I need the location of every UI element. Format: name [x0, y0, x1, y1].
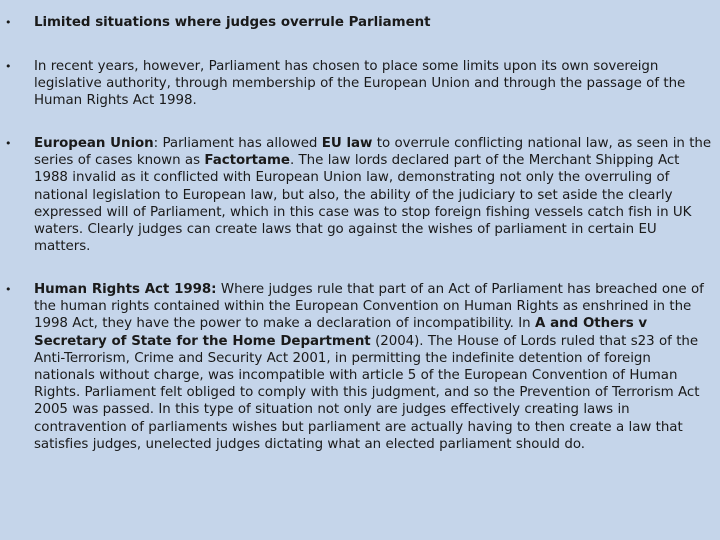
- eu-text-1: : Parliament has allowed: [153, 136, 322, 151]
- bullet-icon: •: [5, 16, 12, 29]
- factortame-term: Factortame: [204, 153, 290, 169]
- eu-text-3: . The law lords declared part of the Merchant Shipping Act 1988 invalid as it conflicted with European Union law, demonstrating not only the overruling of national legislation to European law, but also, the ability of the judiciary to set aside the clearly expressed will of Parliament, which in this case was to stop foreign fishing vessels catch fish in UK waters. Clearly judges can create laws that go against the wishes of parliament in certain EU matters.: [34, 153, 692, 255]
- bullet-text: [34, 135, 714, 255]
- hra-term: Human Rights Act 1998:: [34, 282, 217, 297]
- bullet-icon: •: [5, 60, 12, 73]
- eu-text-2: to overrule conflicting national law, as seen in the series of cases known as: [34, 136, 712, 169]
- bullet-text: [34, 58, 714, 110]
- hra-text-1: Where judges rule that part of an Act of Parliament has breached one of the human rights contained within the European Convention on Human Rights as enshrined in the 1998 Act, they have the power to make a declaration of incompatibility. In: [34, 282, 704, 332]
- eu-term: European Union: [34, 136, 154, 151]
- bullet-text: [34, 14, 714, 31]
- hra-text-2: (2004). The House of Lords ruled that s23 of the Anti-Terrorism, Crime and Security Act 2001, in permitting the indefinite detention of foreign nationals without charge, was incompatible with article 5 of the European Convention of Human Rights. Parliament felt obliged to comply with this judgment, and so the Prevention of Terrorism Act 2005 was passed. In this type of situation not only are judges effectively creating laws in contravention of parliaments wishes but parliament are actually having to then create a law that satisfies judges, unelected judges dictating what an elected parliament should do.: [34, 333, 700, 452]
- bullet-icon: •: [5, 283, 12, 296]
- case-name-term: A and Others v Secretary of State for the Home Department: [34, 316, 648, 349]
- intro-text: In recent years, however, Parliament has chosen to place some limits upon its own sovereign legislative authority, through membership of the European Union and through the passage of the Human Rights Act 1998.: [34, 59, 686, 109]
- bullet-text: [34, 281, 714, 453]
- bullet-icon: •: [5, 137, 12, 150]
- heading-text: Limited situations where judges overrule Parliament: [34, 15, 431, 30]
- eu-law-term: EU law: [321, 136, 373, 151]
